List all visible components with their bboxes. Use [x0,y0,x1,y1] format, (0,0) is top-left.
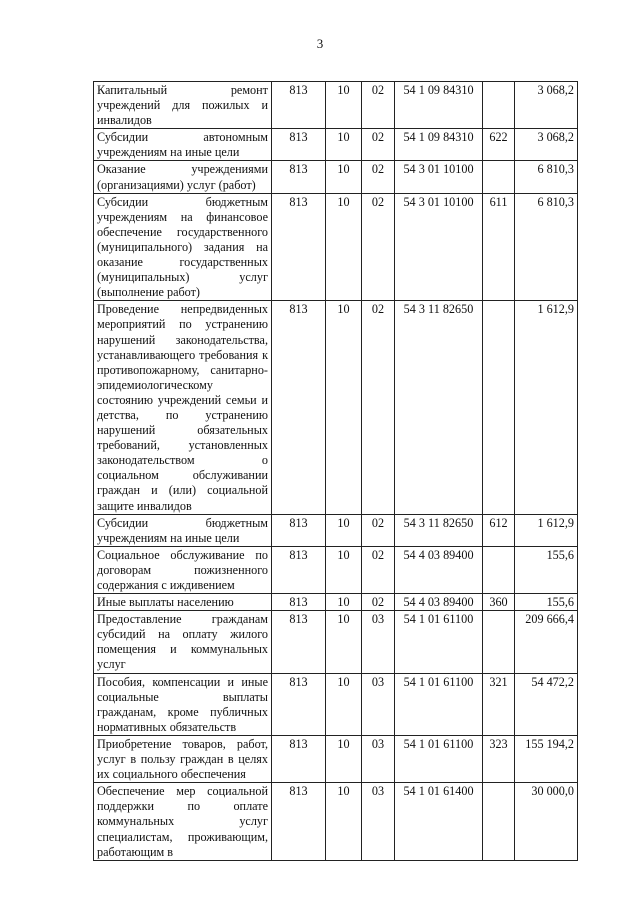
table-row [94,193,578,301]
amount-cell: 209 666,4 [515,611,578,673]
expense-type-cell: 611 [483,193,515,301]
expense-type-cell: 321 [483,673,515,735]
table-row [94,735,578,782]
amount-cell: 1 612,9 [515,301,578,514]
expense-type-cell: 360 [483,594,515,611]
expense-name-cell: Приобретение товаров, работ, услуг в пользу граждан в целях их социального обеспечения [94,735,272,782]
target-article-cell: 54 1 01 61100 [395,611,483,673]
target-article-cell: 54 3 11 82650 [395,301,483,514]
target-article-cell: 54 3 01 10100 [395,161,483,193]
table-row [94,129,578,161]
target-article-cell: 54 1 09 84310 [395,129,483,161]
amount-cell: 3 068,2 [515,129,578,161]
ministry-code-cell: 813 [272,611,326,673]
subsection-code-cell: 03 [362,611,395,673]
amount-cell: 30 000,0 [515,783,578,860]
ministry-code-cell: 813 [272,546,326,593]
table-row [94,546,578,593]
ministry-code-cell: 813 [272,161,326,193]
expense-name-cell: Обеспечение мер социальной поддержки по оплате коммунальных услуг специалистам, проживающим, работающим в [94,783,272,860]
section-code-cell: 10 [326,611,362,673]
expense-name-cell: Пособия, компенсации и иные социальные выплаты гражданам, кроме публичных нормативных обязательств [94,673,272,735]
section-code-cell: 10 [326,783,362,860]
expense-name-cell: Социальное обслуживание по договорам пожизненного содержания с иждивением [94,546,272,593]
table-row [94,514,578,546]
expense-name-cell: Капитальный ремонт учреждений для пожилых и инвалидов [94,82,272,129]
table-row [94,82,578,129]
target-article-cell: 54 3 01 10100 [395,193,483,301]
table-row [94,673,578,735]
table-row [94,594,578,611]
expense-name-cell: Иные выплаты населению [94,594,272,611]
subsection-code-cell: 02 [362,546,395,593]
table-row [94,611,578,673]
amount-cell: 155,6 [515,594,578,611]
expense-type-cell [483,82,515,129]
target-article-cell: 54 3 11 82650 [395,514,483,546]
table-body [94,82,578,861]
section-code-cell: 10 [326,594,362,611]
subsection-code-cell: 03 [362,783,395,860]
target-article-cell: 54 1 01 61100 [395,673,483,735]
section-code-cell: 10 [326,546,362,593]
target-article-cell: 54 4 03 89400 [395,546,483,593]
ministry-code-cell: 813 [272,129,326,161]
ministry-code-cell: 813 [272,783,326,860]
subsection-code-cell: 02 [362,161,395,193]
section-code-cell: 10 [326,673,362,735]
expense-type-cell [483,783,515,860]
expense-type-cell [483,301,515,514]
expense-name-cell: Субсидии автономным учреждениям на иные цели [94,129,272,161]
table-row [94,783,578,860]
expense-type-cell: 323 [483,735,515,782]
ministry-code-cell: 813 [272,673,326,735]
amount-cell: 155,6 [515,546,578,593]
expense-name-cell: Субсидии бюджетным учреждениям на финансовое обеспечение государственного (муниципального) задания на оказание государственных (муниципальных) услуг (выполнение работ) [94,193,272,301]
section-code-cell: 10 [326,161,362,193]
amount-cell: 6 810,3 [515,193,578,301]
expense-name-cell: Оказание учреждениями (организациями) услуг (работ) [94,161,272,193]
expense-type-cell [483,546,515,593]
target-article-cell: 54 1 01 61100 [395,735,483,782]
subsection-code-cell: 02 [362,301,395,514]
subsection-code-cell: 02 [362,129,395,161]
ministry-code-cell: 813 [272,594,326,611]
page-number: 3 [316,36,324,51]
amount-cell: 6 810,3 [515,161,578,193]
expense-name-cell: Проведение непредвиденных мероприятий по устранению нарушений законодательства, устанавливающего требования к противопожарному, санитарно-эпидемиологическому состоянию учреждений семьи и детства, по устранению нарушений обязательных требований, установленных законодательством о социальном обслуживании граждан и (или) социальной защите инвалидов [94,301,272,514]
amount-cell: 1 612,9 [515,514,578,546]
subsection-code-cell: 02 [362,514,395,546]
table-row [94,161,578,193]
section-code-cell: 10 [326,514,362,546]
subsection-code-cell: 02 [362,594,395,611]
expense-type-cell [483,161,515,193]
section-code-cell: 10 [326,735,362,782]
subsection-code-cell: 02 [362,82,395,129]
subsection-code-cell: 03 [362,673,395,735]
expense-type-cell: 622 [483,129,515,161]
ministry-code-cell: 813 [272,514,326,546]
expense-type-cell: 612 [483,514,515,546]
section-code-cell: 10 [326,193,362,301]
section-code-cell: 10 [326,129,362,161]
ministry-code-cell: 813 [272,193,326,301]
amount-cell: 54 472,2 [515,673,578,735]
ministry-code-cell: 813 [272,82,326,129]
table-row [94,301,578,514]
target-article-cell: 54 4 03 89400 [395,594,483,611]
section-code-cell: 10 [326,301,362,514]
target-article-cell: 54 1 01 61400 [395,783,483,860]
expense-name-cell: Субсидии бюджетным учреждениям на иные цели [94,514,272,546]
amount-cell: 155 194,2 [515,735,578,782]
section-code-cell: 10 [326,82,362,129]
amount-cell: 3 068,2 [515,82,578,129]
budget-table [93,81,578,861]
expense-type-cell [483,611,515,673]
expense-name-cell: Предоставление гражданам субсидий на оплату жилого помещения и коммунальных услуг [94,611,272,673]
target-article-cell: 54 1 09 84310 [395,82,483,129]
ministry-code-cell: 813 [272,735,326,782]
subsection-code-cell: 02 [362,193,395,301]
subsection-code-cell: 03 [362,735,395,782]
ministry-code-cell: 813 [272,301,326,514]
